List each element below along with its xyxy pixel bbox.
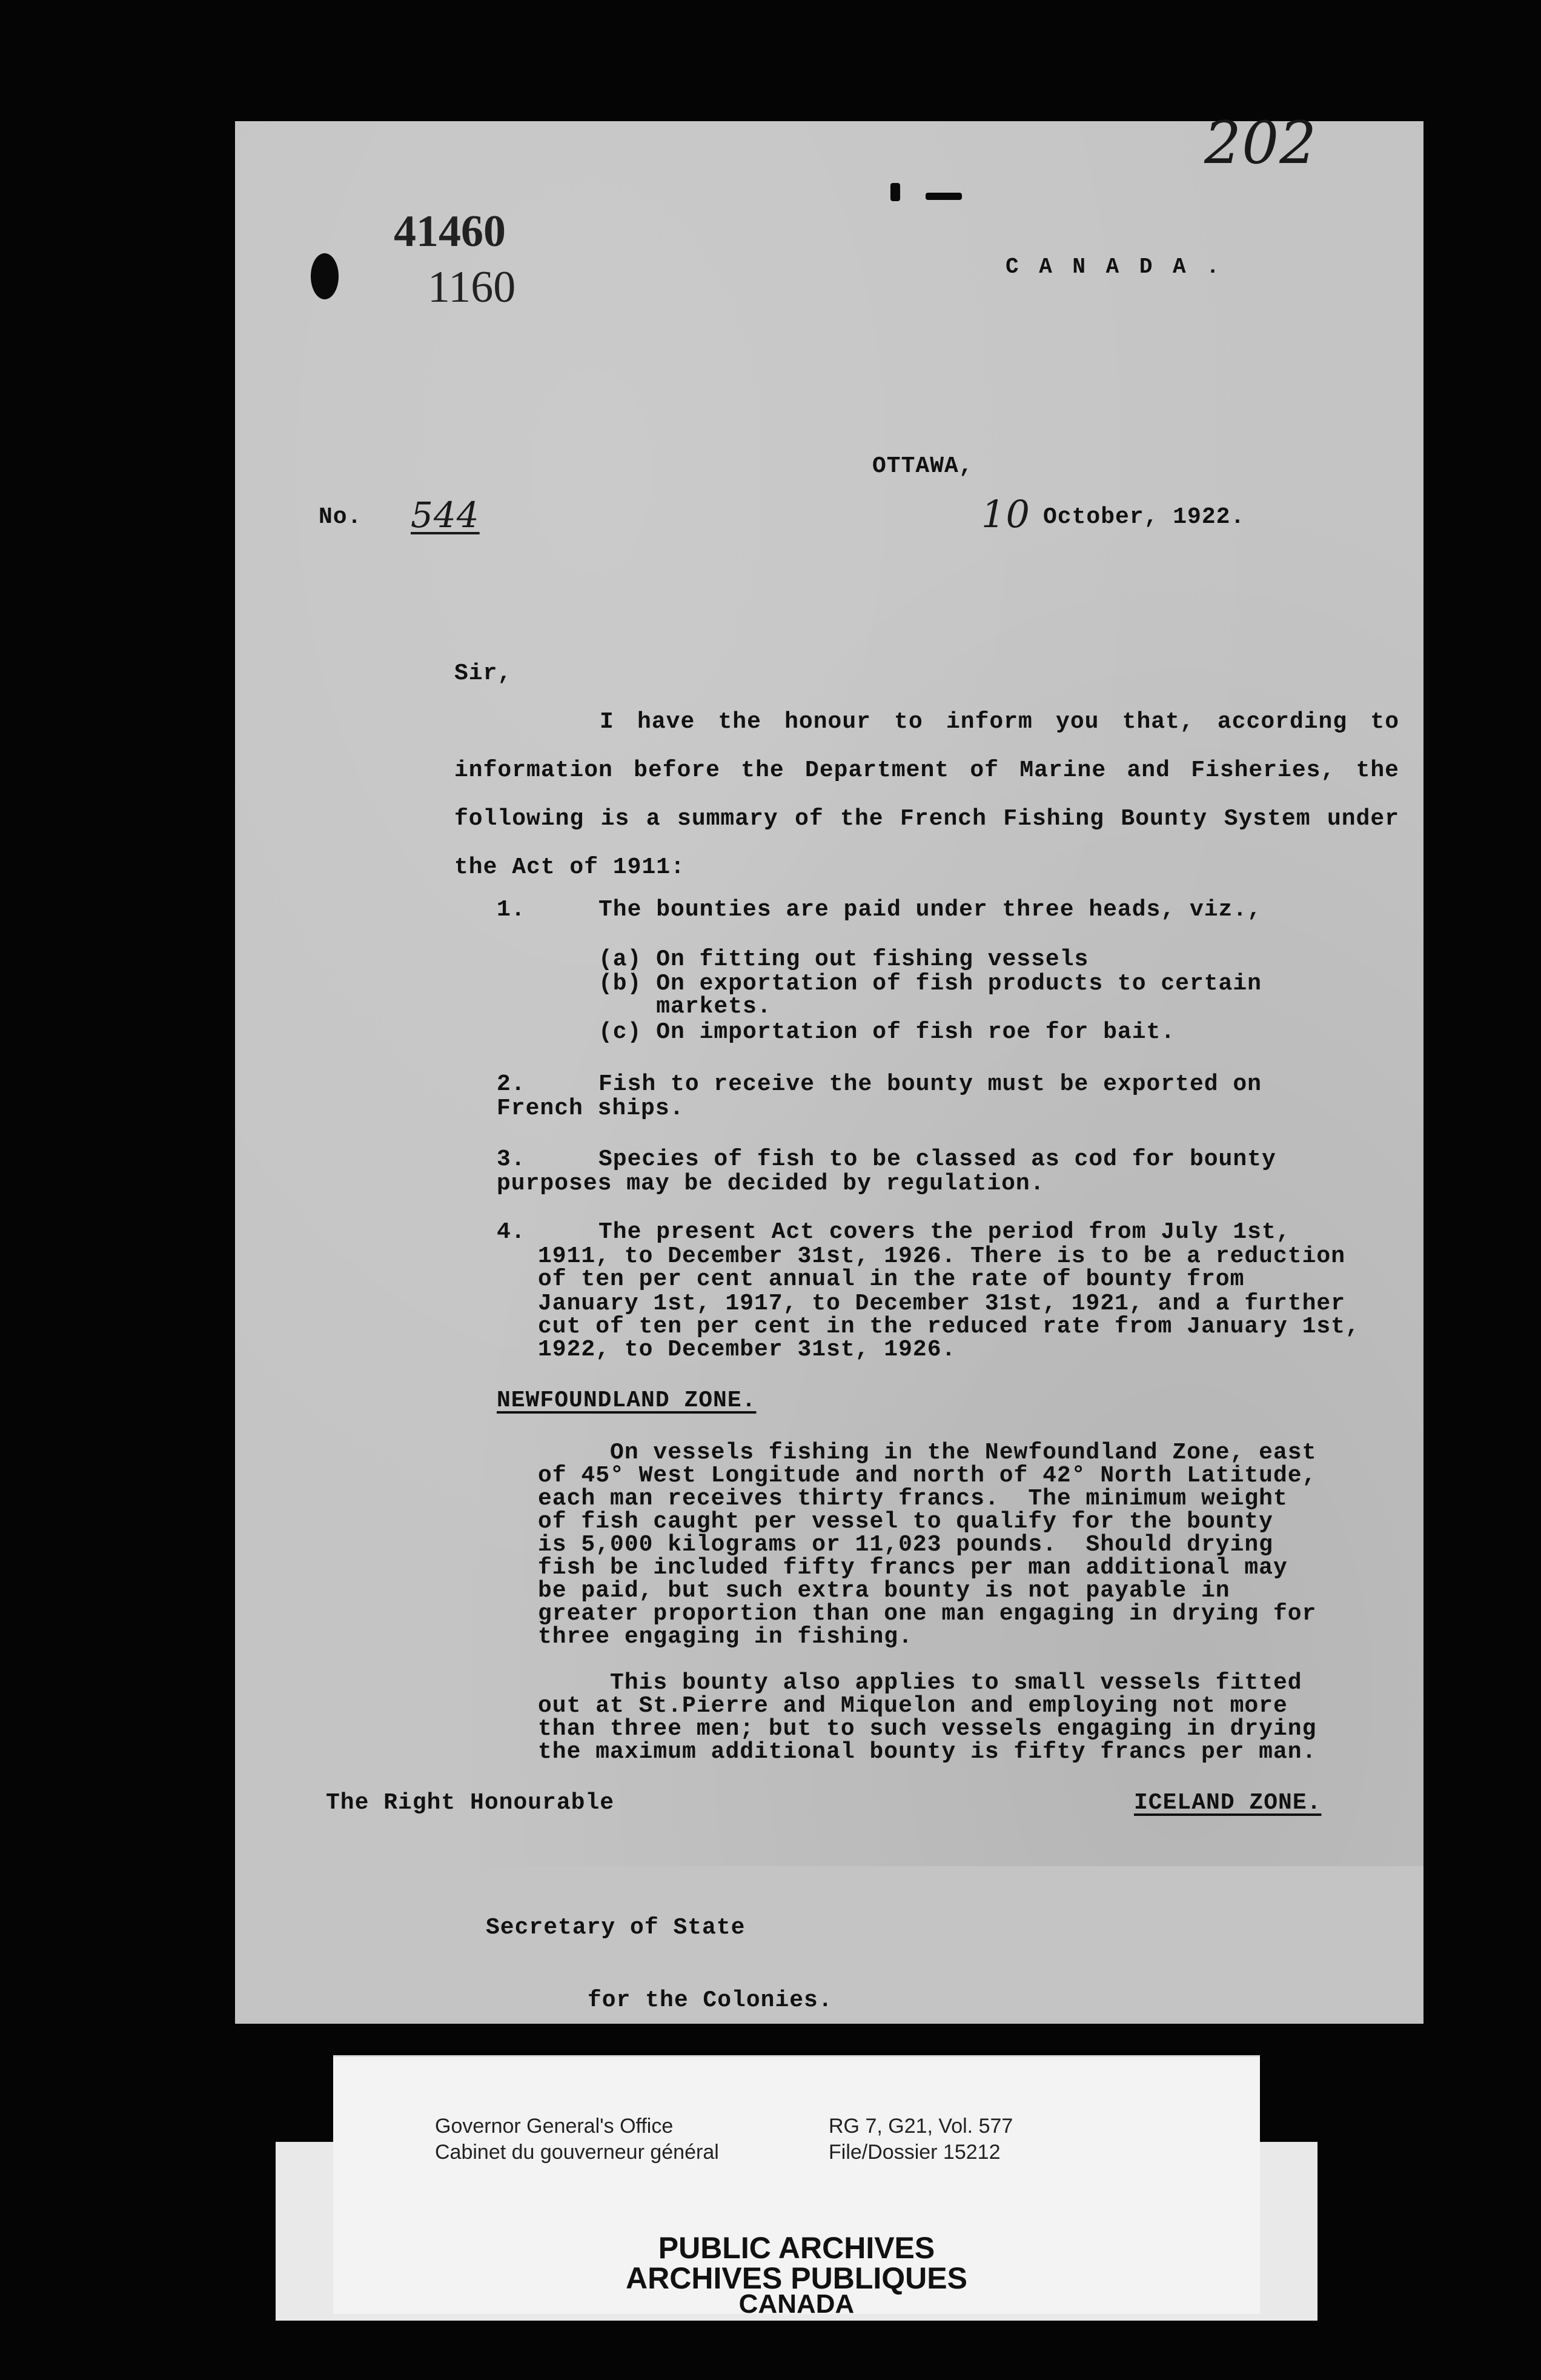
office-english: Governor General's Office <box>435 2115 674 2138</box>
nf-para2-line-3: than three men; but to such vessels engaging in drying <box>538 1716 1317 1742</box>
archive-label <box>333 2055 1260 2319</box>
ink-mark-2 <box>926 193 962 200</box>
nf-para1-line-2: of 45° West Longitude and north of 42° North Latitude, <box>538 1463 1317 1489</box>
nf-para2-line-4: the maximum additional bounty is fifty francs per man. <box>538 1739 1317 1765</box>
despatch-number: 544 <box>411 494 480 536</box>
nf-para1-line-5: is 5,000 kilograms or 11,023 pounds. Should drying <box>538 1532 1273 1558</box>
date-day: 10 <box>981 492 1030 536</box>
nf-para1-line-1: On vessels fishing in the Newfoundland Zone, east <box>538 1440 1317 1466</box>
addressee-line-4: for the Colonies. <box>588 1987 833 2013</box>
office-french: Cabinet du gouverneur général <box>435 2141 719 2164</box>
item-4-line-3: January 1st, 1917, to December 31st, 1921, and a further <box>538 1291 1346 1317</box>
addressee-line-1: The Right Honourable <box>326 1790 615 1816</box>
catchword: ICELAND ZONE. <box>1134 1790 1322 1816</box>
nf-para2-line-1: This bounty also applies to small vessels fitted <box>538 1670 1302 1696</box>
nf-para1-line-6: fish be included fifty francs per man additional may <box>538 1555 1288 1581</box>
archive-reference: RG 7, G21, Vol. 577 <box>829 2115 1013 2138</box>
archive-file: File/Dossier 15212 <box>829 2141 1001 2164</box>
file-number-secondary: 1160 <box>428 262 516 312</box>
item-2-text: Fish to receive the bounty must be exported on <box>598 1071 1262 1097</box>
item-2-cont: French ships. <box>497 1095 684 1122</box>
salutation: Sir, <box>454 660 512 686</box>
item-1-number: 1. <box>497 897 526 923</box>
item-3-cont: purposes may be decided by regulation. <box>497 1171 1045 1197</box>
ink-mark <box>890 183 900 201</box>
item-1-text: The bounties are paid under three heads, viz., <box>598 897 1262 923</box>
item-4-line-4: cut of ten per cent in the reduced rate from January 1st, <box>538 1314 1360 1340</box>
item-3-number: 3. <box>497 1146 526 1172</box>
addressee-line-3: Secretary of State <box>486 1915 746 1941</box>
document-sheet <box>235 109 1423 1866</box>
despatch-label: No. <box>319 504 362 530</box>
date-rest: October, 1922. <box>1043 504 1245 530</box>
subitem-b: (b) On exportation of fish products to certain <box>598 971 1262 997</box>
subitem-a: (a) On fitting out fishing vessels <box>598 946 1089 972</box>
nf-para1-line-9: three engaging in fishing. <box>538 1624 913 1650</box>
ink-blot <box>311 253 339 299</box>
nf-para2-line-2: out at St.Pierre and Miquelon and employing not more <box>538 1693 1288 1719</box>
file-number-primary: 41460 <box>394 207 506 256</box>
archive-title-3: CANADA <box>738 2289 855 2319</box>
page-number: 202 <box>1204 109 1317 177</box>
item-4-text: The present Act covers the period from July 1st, <box>598 1219 1291 1245</box>
item-4-line-2: of ten per cent annual in the rate of bounty from <box>538 1266 1245 1292</box>
nf-para1-line-7: be paid, but such extra bounty is not payable in <box>538 1578 1230 1604</box>
country-header: C A N A D A . <box>1006 254 1223 279</box>
item-3-text: Species of fish to be classed as cod for bounty <box>598 1146 1276 1172</box>
nf-para1-line-8: greater proportion than one man engaging in drying for <box>538 1601 1317 1627</box>
document-sheet-lower <box>235 1866 1423 2024</box>
archive-title-1: PUBLIC ARCHIVES <box>658 2231 935 2265</box>
place: OTTAWA, <box>872 453 973 479</box>
subitem-c: (c) On importation of fish roe for bait. <box>598 1019 1176 1045</box>
newfoundland-heading: NEWFOUNDLAND ZONE. <box>497 1388 757 1414</box>
nf-para1-line-4: of fish caught per vessel to qualify for the bounty <box>538 1509 1273 1535</box>
item-2-number: 2. <box>497 1071 526 1097</box>
item-4-number: 4. <box>497 1219 526 1245</box>
archive-title-2: ARCHIVES PUBLIQUES <box>626 2261 967 2295</box>
item-4-line-5: 1922, to December 31st, 1926. <box>538 1337 956 1363</box>
item-4-line-1: 1911, to December 31st, 1926. There is to be a reduction <box>538 1243 1346 1269</box>
nf-para1-line-3: each man receives thirty francs. The minimum weight <box>538 1486 1288 1512</box>
intro-text: I have the honour to inform you that, according to information before the Department of Marine and Fisheries, the following is a summary of the French Fishing Bounty System under the Act of 1911: <box>454 709 1399 880</box>
subitem-b-cont: markets. <box>598 994 772 1020</box>
intro-paragraph <box>454 698 1399 892</box>
